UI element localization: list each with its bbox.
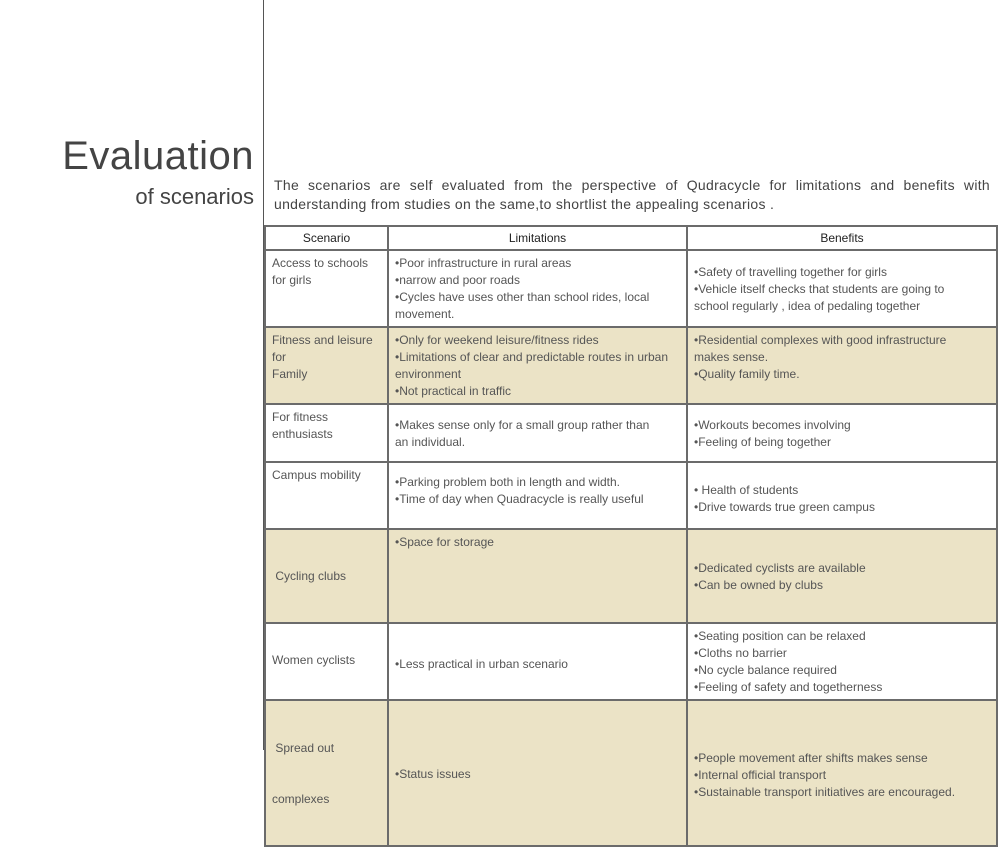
cell-line: Cycling clubs	[272, 569, 347, 583]
cell-line: •Residential complexes with good infrastructure	[694, 333, 947, 347]
limitations-cell	[388, 250, 687, 327]
cell-line: •Makes sense only for a small group rather than	[395, 417, 650, 432]
cell-line: environment	[395, 367, 462, 381]
cell-line: •Seating position can be relaxed	[694, 629, 866, 643]
cell-line: •Feeling of safety and togetherness	[694, 680, 883, 694]
cell-line: •Space for storage	[395, 535, 494, 549]
cell-line: •Dedicated cyclists are available	[694, 560, 866, 575]
cell-line: •Not practical in traffic	[395, 384, 512, 398]
table-row	[265, 250, 997, 327]
cell-line: •Parking problem both in length and width.	[395, 475, 621, 489]
cell-line: •Feeling of being together	[694, 434, 831, 449]
cell-line: •No cycle balance required	[694, 663, 837, 677]
benefits-cell	[687, 327, 997, 404]
cell-line: complexes	[272, 792, 330, 806]
scenario-cell	[265, 700, 388, 846]
cell-line: Access to schools	[272, 256, 369, 270]
cell-line: Campus mobility	[272, 468, 361, 482]
header-benefits: Benefits	[687, 226, 997, 250]
benefits-cell	[687, 529, 997, 623]
cell-line: •Drive towards true green campus	[694, 500, 875, 514]
cell-line: •Only for weekend leisure/fitness rides	[395, 333, 599, 347]
header-scenario: Scenario	[265, 226, 388, 250]
cell-line: an individual.	[395, 434, 466, 449]
benefits-cell	[687, 623, 997, 700]
cell-line: •People movement after shifts makes sense	[694, 751, 928, 765]
cell-line: •Workouts becomes involving	[694, 417, 851, 432]
table-row	[265, 529, 997, 623]
benefits-cell	[687, 250, 997, 327]
limitations-cell	[388, 327, 687, 404]
cell-line: •Can be owned by clubs	[694, 577, 823, 592]
limitations-cell	[388, 529, 687, 623]
benefits-cell	[687, 700, 997, 846]
cell-line: •Cloths no barrier	[694, 646, 787, 660]
cell-line: For fitness	[272, 410, 329, 424]
cell-line: •Sustainable transport initiatives are encouraged.	[694, 785, 956, 799]
cell-line: for girls	[272, 273, 312, 287]
cell-line: •Limitations of clear and predictable routes in urban	[395, 350, 669, 364]
cell-line: •Safety of travelling together for girls	[694, 264, 887, 279]
cell-line: •Time of day when Quadracycle is really useful	[395, 492, 644, 506]
table-row	[265, 623, 997, 700]
cell-line: school regularly , idea of pedaling together	[694, 298, 921, 313]
cell-line: Spread out	[272, 741, 335, 755]
scenario-cell	[265, 529, 388, 623]
cell-line: •Vehicle itself checks that students are going to	[694, 281, 945, 296]
cell-line: • Health of students	[694, 483, 799, 497]
limitations-cell	[388, 623, 687, 700]
intro-paragraph: The scenarios are self evaluated from the perspective of Qudracycle for limitations and benefits with understanding from studies on the same,to shortlist the appealing scenarios .	[274, 177, 990, 212]
benefits-cell	[687, 404, 997, 462]
page-title: Evaluation	[62, 134, 254, 178]
cell-line: makes sense.	[694, 350, 769, 364]
table-row	[265, 327, 997, 404]
table-header-row	[265, 226, 997, 250]
cell-line: •Cycles have uses other than school rides, local	[395, 290, 650, 304]
cell-line: Women cyclists	[272, 652, 356, 667]
cell-line: Fitness and leisure	[272, 333, 373, 347]
limitations-cell	[388, 462, 687, 529]
table-row	[265, 700, 997, 846]
scenario-cell	[265, 250, 388, 327]
scenario-cell	[265, 623, 388, 700]
cell-line: •Status issues	[395, 767, 471, 781]
cell-line: •Less practical in urban scenario	[395, 656, 568, 671]
evaluation-table	[264, 225, 998, 847]
scenario-cell	[265, 404, 388, 462]
benefits-cell	[687, 462, 997, 529]
cell-line: movement.	[395, 307, 455, 321]
page-subtitle: of scenarios	[135, 184, 254, 209]
cell-line: Family	[272, 367, 308, 381]
cell-line: •Poor infrastructure in rural areas	[395, 256, 572, 270]
table-row	[265, 404, 997, 462]
cell-line: •narrow and poor roads	[395, 273, 520, 287]
cell-line: •Internal official transport	[694, 768, 827, 782]
scenario-cell	[265, 327, 388, 404]
cell-line: enthusiasts	[272, 427, 333, 441]
limitations-cell	[388, 404, 687, 462]
limitations-cell	[388, 700, 687, 846]
header-limitations: Limitations	[388, 226, 687, 250]
scenario-cell	[265, 462, 388, 529]
cell-line: for	[272, 350, 287, 364]
cell-line: •Quality family time.	[694, 367, 800, 381]
table-row	[265, 462, 997, 529]
